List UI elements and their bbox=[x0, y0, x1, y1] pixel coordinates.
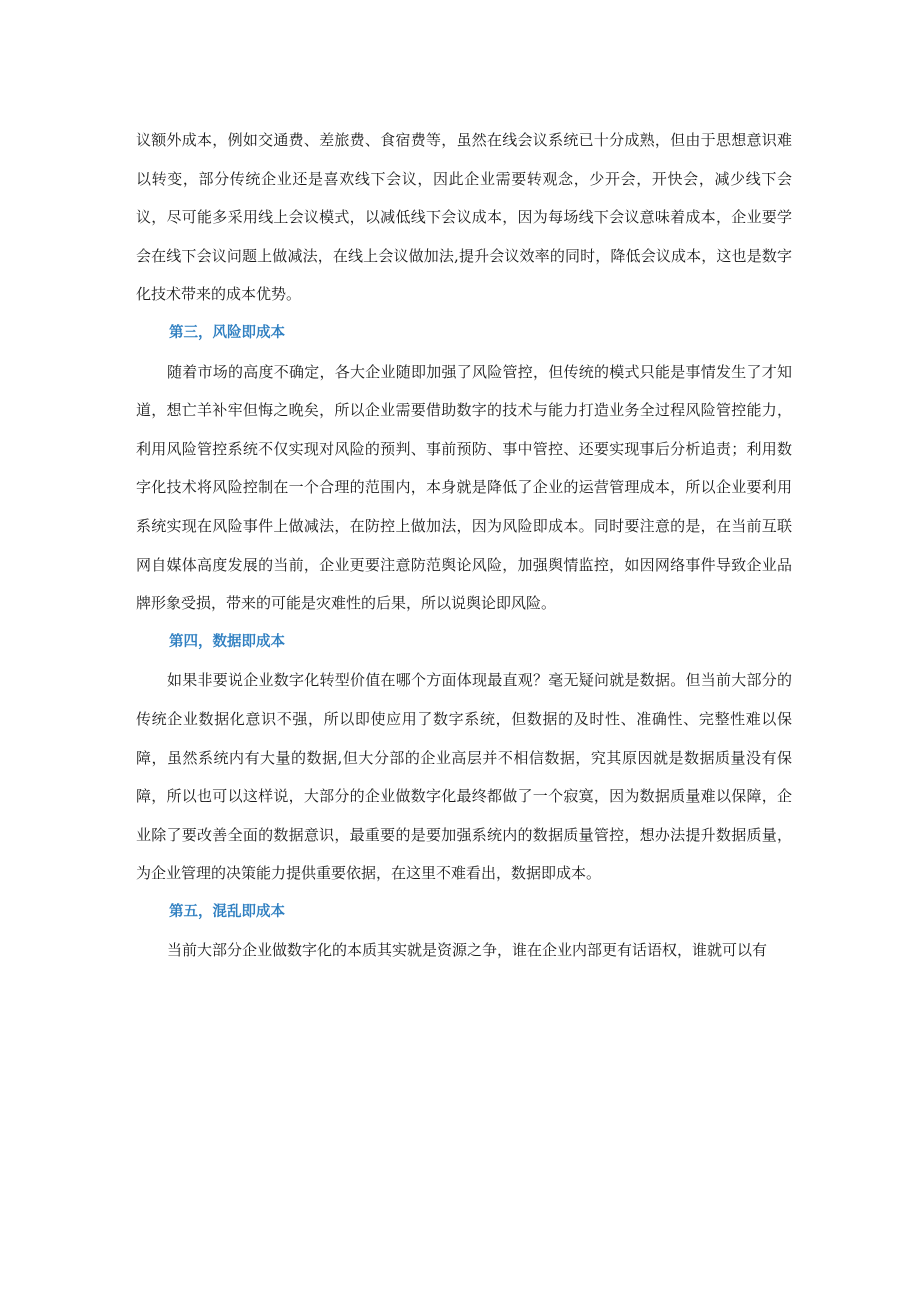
heading-chaos-cost: 第五，混乱即成本 bbox=[169, 903, 285, 920]
paragraph-chaos-cost: 当前大部分企业做数字化的本质其实就是资源之争，谁在企业内部更有话语权，谁就可以有 bbox=[167, 941, 768, 960]
paragraph-data-cost: 如果非要说企业数字化转型价值在哪个方面体现最直观？毫无疑问就是数据。但当前大部分的传统企业数据化意识不强，所以即使应用了数字系统，但数据的及时性、准确性、完整性难以保障，虽然系统内有大量的数据,但大分部的企业高层并不相信数据，究其原因就是数据质量没有保障，所以也可以这样说，大部分的企业做数字化最终都做了一个寂寞，因为数据质量难以保障，企业除了要改善全面的数据意识，最重要的是要加强系统内的数据质量管控，想办法提升数据质量，为企业管理的决策能力提供重要依据，在这里不难看出，数据即成本。 bbox=[136, 671, 792, 883]
paragraph-risk-cost: 随着市场的高度不确定，各大企业随即加强了风险管控，但传统的模式只能是事情发生了才知道，想亡羊补牢但悔之晚矣，所以企业需要借助数字的技术与能力打造业务全过程风险管控能力，利用风险管控系统不仅实现对风险的预判、事前预防、事中管控、还要实现事后分析追责；利用数字化技术将风险控制在一个合理的范围内，本身就是降低了企业的运营管理成本，所以企业要利用系统实现在风险事件上做减法，在防控上做加法，因为风险即成本。同时要注意的是，在当前互联网自媒体高度发展的当前，企业更要注意防范舆论风险，加强舆情监控，如因网络事件导致企业品牌形象受损，带来的可能是灾难性的后果，所以说舆论即风险。 bbox=[136, 362, 792, 613]
heading-data-cost: 第四，数据即成本 bbox=[169, 633, 285, 650]
document-body bbox=[136, 121, 792, 970]
heading-risk-cost: 第三，风险即成本 bbox=[169, 324, 285, 341]
paragraph-meeting-cost: 议额外成本，例如交通费、差旅费、食宿费等，虽然在线会议系统已十分成熟，但由于思想意识难以转变，部分传统企业还是喜欢线下会议，因此企业需要转观念，少开会，开快会，减少线下会议，尽可能多采用线上会议模式，以减低线下会议成本，因为每场线下会议意味着成本，企业要学会在线下会议问题上做减法，在线上会议做加法,提升会议效率的同时，降低会议成本，这也是数字化技术带来的成本优势。 bbox=[136, 131, 792, 304]
